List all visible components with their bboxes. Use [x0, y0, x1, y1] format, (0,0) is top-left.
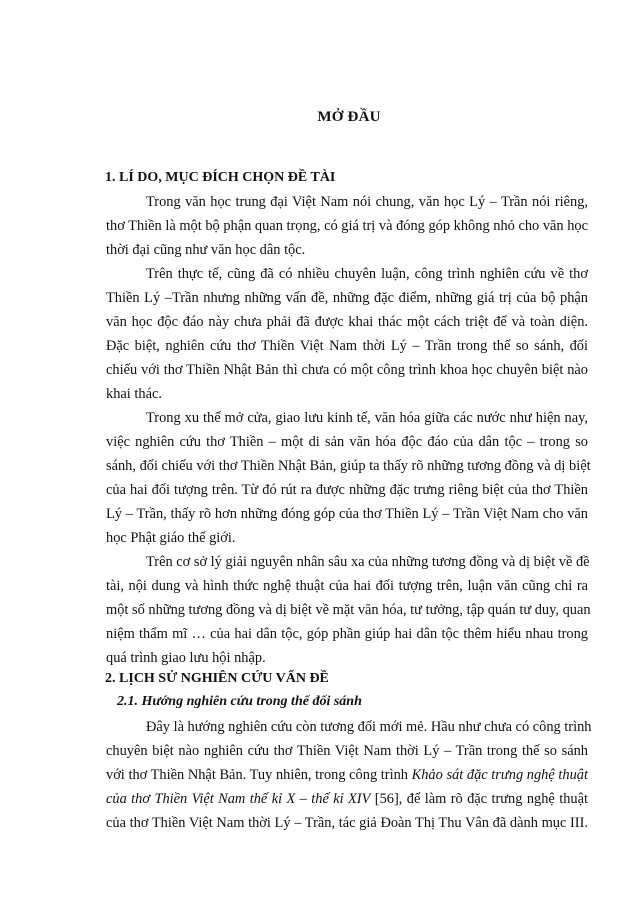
paragraph-line: Trên thực tế, cũng đã có nhiều chuyên luận, công trình nghiên cứu về thơ — [146, 266, 588, 282]
paragraph-line: Đây là hướng nghiên cứu còn tương đối mới mẻ. Hầu như chưa có công trình — [146, 719, 592, 735]
paragraph-line: quá trình giao lưu hội nhập. — [106, 650, 266, 666]
section-2-heading: 2. LỊCH SỬ NGHIÊN CỨU VẤN ĐỀ — [105, 671, 329, 686]
paragraph-line: thời đại cũng như văn học dân tộc. — [106, 242, 306, 258]
paragraph-line: niệm thẩm mĩ … của hai dân tộc, góp phần giúp hai dân tộc thêm hiểu nhau trong — [106, 626, 588, 642]
paragraph-line: Lý – Trần, thấy rõ hơn những đóng góp của thơ Thiền Lý – Trần Việt Nam cho văn — [106, 506, 588, 522]
paragraph-line: việc nghiên cứu thơ Thiền – một di sản văn hóa độc đáo của dân tộc – trong so — [106, 434, 588, 450]
text-run: với thơ Thiền Nhật Bản. Tuy nhiên, trong công trình — [106, 767, 408, 783]
paragraph-line — [106, 766, 588, 784]
paragraph-line: Đặc biệt, nghiên cứu thơ Thiền Việt Nam thời Lý – Trần trong thế so sánh, đối — [106, 338, 588, 354]
paragraph-line: văn học độc đáo này chưa phải đã được khai thác một cách triệt để và toàn diện. — [106, 314, 588, 330]
book-title-italic: của thơ Thiền Việt Nam thế kỉ X – thế kỉ XIV — [106, 791, 371, 807]
text-run: [56], để làm rõ đặc trưng nghệ thuật — [370, 791, 588, 807]
paragraph-line: sánh, đối chiếu với thơ Thiền Nhật Bản, giúp ta thấy rõ những tương đồng và dị biệt — [106, 458, 591, 474]
book-title-italic: Khảo sát đặc trưng nghệ thuật — [411, 767, 588, 783]
paragraph-line: thơ Thiền là một bộ phận quan trọng, có giá trị và đóng góp không nhỏ cho văn học — [106, 218, 588, 234]
paragraph-line: của thơ Thiền Việt Nam thời Lý – Trần, tác giả Đoàn Thị Thu Vân đã dành mục III. — [106, 815, 588, 831]
paragraph-line: một số những tương đồng và dị biệt về mặt văn hóa, tư tưởng, tập quán tư duy, quan — [106, 602, 591, 618]
paragraph-line — [106, 790, 588, 808]
paragraph-line: Trong xu thế mở cửa, giao lưu kinh tế, văn hóa giữa các nước như hiện nay, — [146, 410, 588, 426]
paragraph-line: học Phật giáo thế giới. — [106, 530, 236, 546]
paragraph-line: Trong văn học trung đại Việt Nam nói chung, văn học Lý – Trần nói riêng, — [146, 194, 588, 210]
subsection-2-1-heading: 2.1. Hướng nghiên cứu trong thế đối sánh — [117, 694, 362, 709]
page-title: MỞ ĐẦU — [317, 109, 381, 125]
section-1-heading: 1. LÍ DO, MỤC ĐÍCH CHỌN ĐỀ TÀI — [105, 170, 336, 185]
paragraph-line: chiếu với thơ Thiền Nhật Bản thì chưa có một công trình khoa học chuyên biệt nào — [106, 362, 588, 378]
paragraph-line: Thiền Lý –Trần nhưng những vấn đề, những đặc điểm, những giá trị của bộ phận — [106, 290, 588, 306]
paragraph-line: chuyên biệt nào nghiên cứu thơ Thiền Việt Nam thời Lý – Trần trong thế so sánh — [106, 743, 588, 759]
paragraph-line: tài, nội dung và hình thức nghệ thuật của hai đối tượng trên, luận văn cũng chỉ ra — [106, 578, 588, 594]
paragraph-line: Trên cơ sở lý giải nguyên nhân sâu xa của những tương đồng và dị biệt về đề — [146, 554, 590, 570]
paragraph-line: của hai đối tượng trên. Từ đó rút ra được những đặc trưng riêng biệt của thơ Thiền — [106, 482, 588, 498]
paragraph-line: khai thác. — [106, 386, 162, 402]
